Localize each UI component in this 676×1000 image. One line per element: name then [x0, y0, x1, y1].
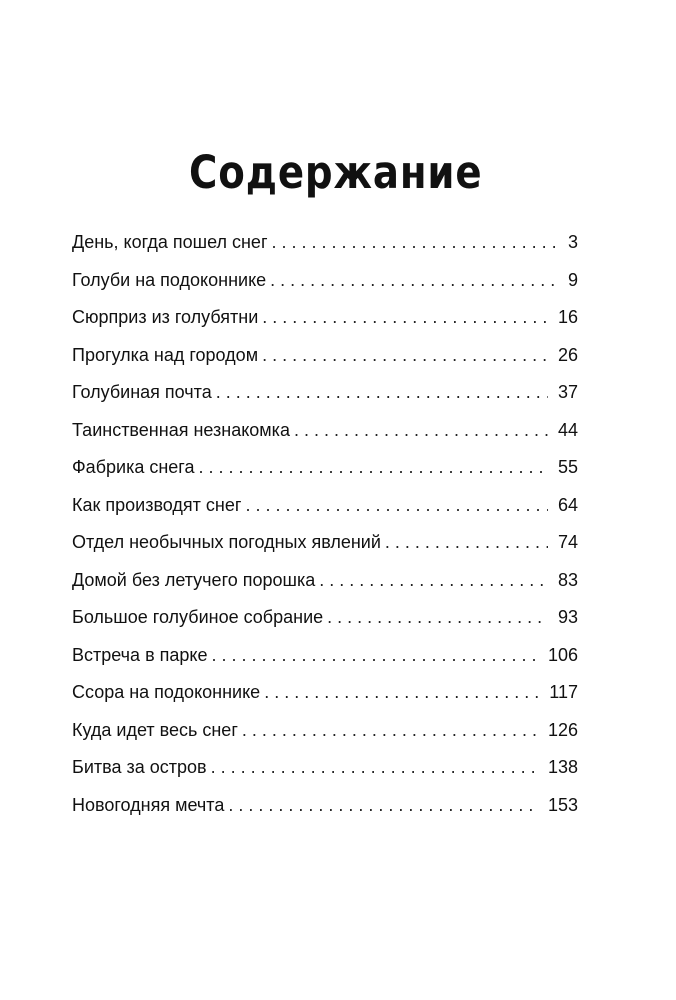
dot-leader	[327, 599, 548, 637]
toc-entry	[72, 787, 578, 825]
toc-entry	[72, 637, 578, 675]
page-number: 74	[557, 532, 578, 552]
dot-leader	[216, 374, 548, 412]
dot-leader	[294, 412, 548, 450]
dot-leader	[211, 637, 537, 675]
toc-entry	[72, 374, 578, 412]
chapter-title: Голубиная почта	[72, 382, 212, 402]
chapter-title: День, когда пошел снег	[72, 232, 268, 252]
page-number: 93	[557, 607, 578, 627]
chapter-title: Ссора на подоконнике	[72, 682, 261, 702]
toc-entry	[72, 599, 578, 637]
toc-entry	[72, 712, 578, 750]
chapter-title: Сюрприз из голубятни	[72, 307, 259, 327]
table-of-contents	[72, 224, 578, 824]
page-number: 55	[557, 457, 578, 477]
page-number: 37	[557, 382, 578, 402]
dot-leader	[262, 337, 548, 375]
page-number: 153	[547, 794, 578, 815]
toc-entry	[72, 487, 578, 525]
toc-entry	[72, 524, 578, 562]
toc-entry	[72, 262, 578, 300]
toc-entry	[72, 299, 578, 337]
dot-leader	[198, 449, 547, 487]
toc-entry	[72, 412, 578, 450]
chapter-title: Встреча в парке	[72, 644, 208, 665]
page-number: 117	[549, 682, 578, 702]
toc-entry	[72, 562, 578, 600]
dot-leader	[319, 562, 548, 600]
dot-leader	[262, 299, 548, 337]
dot-leader	[211, 749, 538, 787]
page-number: 26	[557, 344, 578, 365]
toc-entry	[72, 749, 578, 787]
chapter-title: Голуби на подоконнике	[72, 269, 267, 290]
chapter-title: Битва за остров	[72, 757, 207, 777]
page-number: 106	[547, 644, 578, 665]
page-number: 64	[557, 494, 578, 515]
chapter-title: Большое голубиное собрание	[72, 607, 324, 627]
page-number: 126	[547, 719, 578, 740]
chapter-title: Прогулка над городом	[72, 344, 259, 365]
page-number: 138	[547, 757, 578, 777]
page-number: 83	[557, 569, 578, 590]
toc-entry	[72, 449, 578, 487]
chapter-title: Домой без летучего порошка	[72, 569, 316, 590]
dot-leader	[245, 487, 548, 525]
page-number: 44	[557, 419, 578, 440]
dot-leader	[272, 224, 558, 262]
dot-leader	[228, 787, 538, 825]
chapter-title: Таинственная незнакомка	[72, 419, 290, 440]
dot-leader	[385, 524, 548, 562]
page-number: 16	[557, 307, 578, 327]
chapter-title: Куда идет весь снег	[72, 719, 238, 740]
chapter-title: Как производят снег	[72, 494, 242, 515]
page-number: 9	[567, 269, 578, 290]
toc-entry	[72, 674, 578, 712]
toc-entry	[72, 224, 578, 262]
toc-entry	[72, 337, 578, 375]
contents-heading: Содержание	[188, 146, 483, 199]
chapter-title: Фабрика снега	[72, 457, 195, 477]
dot-leader	[264, 674, 539, 712]
chapter-title: Отдел необычных погодных явлений	[72, 532, 381, 552]
dot-leader	[270, 262, 558, 300]
chapter-title: Новогодняя мечта	[72, 794, 225, 815]
dot-leader	[242, 712, 538, 750]
page-number: 3	[567, 232, 578, 252]
